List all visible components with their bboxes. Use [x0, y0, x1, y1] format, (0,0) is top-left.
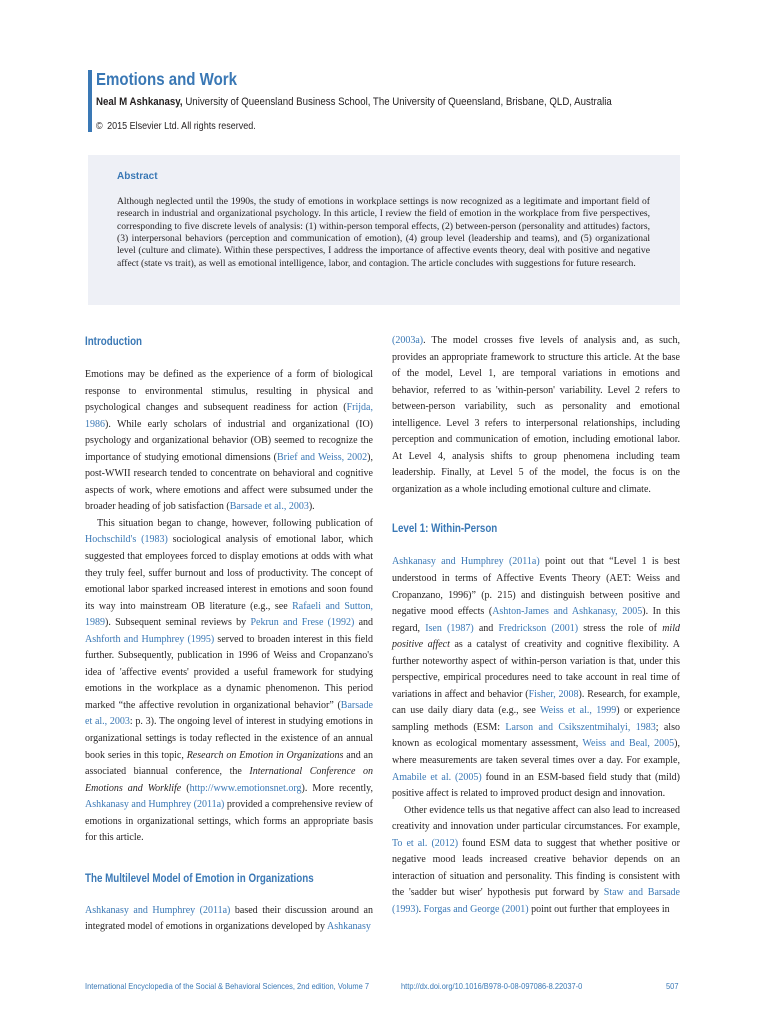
article-title: Emotions and Work [96, 69, 238, 89]
citation-link[interactable]: Frijda, 1986 [85, 402, 373, 430]
body-text: point out further that employees in [528, 903, 670, 915]
citation-link[interactable]: Weiss et al., 1999 [540, 705, 617, 717]
citation-link[interactable]: Ashkanasy and Humphrey (2011a) [85, 904, 231, 916]
citation-link[interactable]: Ashforth and Humphrey (1995) [85, 633, 215, 645]
author-name: Neal M Ashkanasy, [96, 96, 183, 108]
citation-link[interactable]: Brief and Weiss, 2002 [277, 451, 368, 463]
body-text: ). [308, 501, 315, 513]
level1-paragraph-1 [392, 554, 680, 802]
citation-link[interactable]: Ashton-James and Ashkanasy, 2005 [492, 606, 643, 618]
citation-link[interactable]: Isen (1987) [425, 622, 474, 634]
citation-link[interactable]: Weiss and Beal, 2005 [582, 738, 675, 750]
italic-text: mild positive affect [392, 622, 680, 651]
left-column [85, 333, 373, 936]
body-text: ), where measurements are taken several times over a day. For example, [392, 738, 680, 767]
citation-link[interactable]: Larson and Csikszentmihalyi, 1983 [505, 721, 656, 733]
citation-link[interactable]: Fredrickson (2001) [498, 622, 579, 634]
body-text: ). Research, for example, can use daily diary data (e.g., see [392, 688, 680, 717]
citation-link[interactable]: Amabile et al. (2005) [392, 771, 482, 783]
citation-link[interactable]: Ashkanasy [326, 921, 371, 933]
introduction-paragraph-2 [85, 516, 373, 847]
body-text: ). More recently, [301, 782, 374, 794]
footer-page-number: 507 [666, 981, 679, 991]
body-text: ). While early scholars of industrial and organizational (IO) psychology and organizational behavior (OB) seemed to recognize the importance of studying emotional dimensions ( [85, 418, 373, 463]
multilevel-model-paragraph-continued [392, 333, 680, 498]
citation-link[interactable]: http://www.emotionsnet.org [189, 782, 302, 794]
citation-link[interactable]: Staw and Barsade (1993) [392, 887, 680, 915]
introduction-heading: Introduction [85, 336, 143, 348]
citation-link[interactable]: Forgas and George (2001) [423, 903, 529, 915]
abstract-text: Although neglected until the 1990s, the study of emotions in workplace settings is now recognized as a legitimate and important field of research in industrial and organizational psychology. In this article, I review the field of emotion in the workplace from five perspectives, corresponding to five discrete levels of analysis: (1) within-person temporal effects, (2) between-person (personality and attitudes) factors, (3) interpersonal behaviors (perception and communication of emotion), (4) group level (leadership and teams), and (5) organizational level (culture and climate). Within these perspectives, I address the importance of affective events theory, deal with positive and negative affect (state vs trait), as well as emotional intelligence, labor, and contagion. The article concludes with suggestions for future research. [117, 196, 650, 269]
body-text: point out that “Level 1 is best understood in terms of Affective Events Theory (AET: Weiss and Cropanzano, 1996)” (p. 215) and distinguish between positive and negative mood effects ( [392, 556, 680, 618]
copyright-notice [96, 121, 256, 132]
citation-link[interactable]: To et al. (2012) [392, 837, 459, 849]
introduction-paragraph-1 [85, 367, 373, 516]
body-text: . The model crosses five levels of analysis and, as such, provides an appropriate framework to structure this article. At the base of the model, Level 1, are temporal variations in emotions and behavior, referred to as 'within-person' variability. Level 2 refers to between-person variability, such as personality and emotional intelligence. Level 3 refers to interpersonal relationships, including perception and communication of emotion, including emotional labor. At Level 4, analysis shifts to group phenomena including team leadership. Finally, at Level 5 of the model, the focus is on the organization as a whole including emotional culture and climate. [392, 335, 680, 495]
level1-paragraph-2 [392, 803, 680, 919]
body-text: stress the role of [578, 622, 663, 634]
citation-link[interactable]: Fisher, 2008 [528, 688, 579, 700]
body-text: based their discussion around an integrated model of emotions in organizations developed by [85, 904, 373, 933]
title-accent-bar [88, 70, 92, 132]
column-flow-spacer [392, 333, 680, 498]
abstract-heading: Abstract [117, 171, 158, 182]
body-text: sociological analysis of emotional labor, which suggested that employees forced to display emotions at odds with what they truly feel, suffer burnout and loss of productivity. The concept of emotional labor sparked increased interest in emotions and soon found its way into mainstream OB literature (e.g., see [85, 534, 373, 612]
copyright-symbol: © [96, 121, 103, 132]
body-text: Emotions may be defined as the experience of a form of biological response to environmental stimulus, resulting in physical and psychological changes and subsequent readiness for action ( [85, 369, 373, 414]
citation-link[interactable]: Pekrun and Frese (1992) [250, 617, 355, 629]
body-text: Other evidence tells us that negative affect can also lead to increased creativity and innovation under particular circumstances. For example, [392, 804, 680, 833]
multilevel-model-paragraph [85, 903, 373, 936]
footer-doi-link[interactable]: http://dx.doi.org/10.1016/B978-0-08-097086-8.22037-0 [401, 981, 583, 991]
body-text: ). In this regard, [392, 606, 681, 634]
body-text: and an associated biannual conference, the [85, 749, 373, 778]
citation-link[interactable]: Barsade et al., 2003 [85, 699, 373, 728]
body-text: and [473, 622, 499, 634]
multilevel-model-heading: The Multilevel Model of Emotion in Organizations [85, 872, 314, 885]
body-text: ), post-WWII research tended to concentrate on behavioral and cognitive aspects of work, where emotions and affect were subsumed under the broader heading of job satisfaction ( [85, 451, 373, 513]
body-text: found ESM data to suggest that whether positive or negative mood leads increased creative behavior depends on an interaction of situation and personality. This finding is consistent with the 'sadder but wiser' hypothesis put forward by [392, 837, 680, 899]
author-line [96, 96, 612, 108]
italic-text: Research on Emotion in Organizations [186, 749, 344, 761]
citation-link[interactable]: Hochschild's (1983) [85, 534, 168, 546]
body-text: found in an ESM-based field study that (mild) positive affect is related to improved product design and innovation. [392, 771, 680, 800]
author-affiliation: University of Queensland Business School, The University of Queensland, Brisbane, QLD, Australia [185, 96, 612, 108]
body-text: provided a comprehensive review of emotions in organizational settings, which forms an appropriate basis for this article. [85, 799, 373, 844]
body-text: as a catalyst of creativity and cognitive flexibility. A further noteworthy aspect of within-person variation is that, under this perspective, empirical procedures need to take account in real time of variations in affect and behavior ( [392, 639, 680, 700]
body-text: and [354, 617, 374, 629]
body-text: ) or experience sampling methods (ESM: [392, 705, 680, 733]
body-text: served to broaden interest in this field further. Subsequently, publication in 1996 of Weiss and Cropanzano's idea of 'affective events' provided a useful framework for studying emotions in the workplace as a dynamic phenomenon. This period marked “the affective revolution in organizational behavior” ( [85, 633, 373, 711]
citation-link[interactable]: (2003a) [392, 335, 424, 346]
body-text: This situation began to change, however, following publication of [97, 517, 373, 529]
body-text: . [418, 903, 424, 915]
level1-heading: Level 1: Within-Person [392, 523, 498, 536]
body-text: ( [181, 782, 190, 794]
citation-link[interactable]: Ashkanasy and Humphrey (2011a) [85, 799, 225, 811]
citation-link[interactable]: Barsade et al., 2003 [229, 501, 309, 513]
right-column [392, 333, 680, 919]
italic-text: International Conference on Emotions and Worklife [85, 766, 373, 794]
body-text: : p. 3). The ongoing level of interest in studying emotions in organizational settings is today reflected in the existence of an annual book series in this topic, [85, 716, 373, 761]
copyright-text: 2015 Elsevier Ltd. All rights reserved. [107, 121, 256, 132]
body-text: ; also known as ecological momentary assessment, [392, 721, 680, 750]
footer-source: International Encyclopedia of the Social & Behavioral Sciences, 2nd edition, Volume 7 [85, 981, 370, 991]
citation-link[interactable]: Rafaeli and Sutton, 1989 [85, 600, 373, 629]
section-gap [392, 498, 680, 520]
citation-link[interactable]: Ashkanasy and Humphrey (2011a) [392, 556, 540, 568]
body-text: ). Subsequent seminal reviews by [105, 617, 251, 629]
